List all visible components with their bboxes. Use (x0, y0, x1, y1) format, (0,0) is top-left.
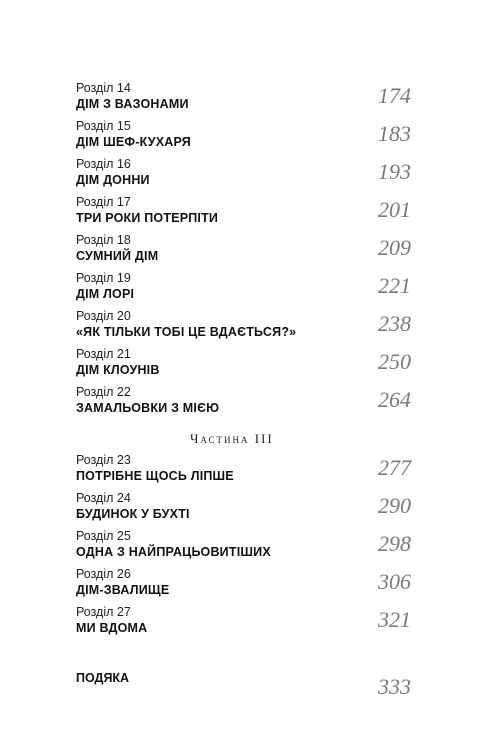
toc-entry-chapter-14[interactable] (76, 81, 411, 121)
toc-entry-chapter-23[interactable] (76, 453, 411, 493)
chapter-label: Розділ 21 (76, 347, 131, 361)
chapter-title: ДІМ КЛОУНІВ (76, 363, 160, 377)
chapter-title: ПОТРІБНЕ ЩОСЬ ЛІПШЕ (76, 469, 234, 483)
page-number: 321 (378, 607, 411, 632)
toc-entry-chapter-24[interactable] (76, 491, 411, 531)
chapter-title: ДІМ ШЕФ-КУХАРЯ (76, 135, 191, 149)
chapter-label: Розділ 24 (76, 491, 131, 505)
chapter-title: ДІМ-ЗВАЛИЩЕ (76, 583, 170, 597)
chapter-title: ДІМ ЛОРІ (76, 287, 135, 301)
toc-entry-chapter-18[interactable] (76, 233, 411, 273)
chapter-title: МИ ВДОМА (76, 621, 148, 635)
chapter-title: ТРИ РОКИ ПОТЕРПІТИ (76, 211, 219, 225)
page-number: 174 (378, 83, 411, 108)
chapter-label: Розділ 22 (76, 385, 131, 399)
chapter-title: СУМНИЙ ДІМ (76, 249, 159, 263)
page-number: 221 (378, 273, 411, 298)
chapter-label: Розділ 15 (76, 119, 131, 133)
page-number: 298 (378, 531, 411, 556)
toc-entry-chapter-25[interactable] (76, 529, 411, 569)
chapter-label: Розділ 18 (76, 233, 131, 247)
page-number: 277 (378, 455, 411, 480)
chapter-title: ДІМ З ВАЗОНАМИ (76, 97, 189, 111)
chapter-label: Розділ 19 (76, 271, 131, 285)
page-number: 183 (378, 121, 411, 146)
toc-entry-chapter-22[interactable] (76, 385, 411, 425)
part-heading: Частина III (190, 431, 274, 446)
page-number: 290 (378, 493, 411, 518)
chapter-label: Розділ 14 (76, 81, 131, 95)
page-number: 306 (378, 569, 411, 594)
acknowledgements-page-number: 333 (378, 674, 411, 699)
chapter-label: Розділ 16 (76, 157, 131, 171)
toc-entry-chapter-27[interactable] (76, 605, 411, 645)
chapter-label: Розділ 25 (76, 529, 131, 543)
toc-entry-chapter-15[interactable] (76, 119, 411, 159)
chapter-label: Розділ 17 (76, 195, 131, 209)
toc-entry-chapter-19[interactable] (76, 271, 411, 311)
page-number: 250 (378, 349, 411, 374)
page-number: 238 (378, 311, 411, 336)
chapter-label: Розділ 23 (76, 453, 131, 467)
page-number: 193 (378, 159, 411, 184)
chapter-title: ЗАМАЛЬОВКИ З МІЄЮ (76, 401, 220, 415)
chapter-label: Розділ 26 (76, 567, 131, 581)
toc-entry-chapter-21[interactable] (76, 347, 411, 387)
chapter-title: ОДНА З НАЙПРАЦЬОВИТІШИХ (76, 545, 271, 559)
chapter-title: «ЯК ТІЛЬКИ ТОБІ ЦЕ ВДАЄТЬСЯ?» (76, 325, 297, 339)
chapter-title: ДІМ ДОННИ (76, 173, 150, 187)
chapter-label: Розділ 20 (76, 309, 131, 323)
acknowledgements-title[interactable]: ПОДЯКА (76, 671, 130, 685)
toc-entry-chapter-26[interactable] (76, 567, 411, 607)
toc-entry-chapter-16[interactable] (76, 157, 411, 197)
toc-entry-chapter-20[interactable] (76, 309, 411, 349)
chapter-title: БУДИНОК У БУХТІ (76, 507, 190, 521)
toc-entry-chapter-17[interactable] (76, 195, 411, 235)
page-number: 264 (378, 387, 411, 412)
chapter-label: Розділ 27 (76, 605, 131, 619)
page-number: 201 (378, 197, 411, 222)
page-number: 209 (378, 235, 411, 260)
